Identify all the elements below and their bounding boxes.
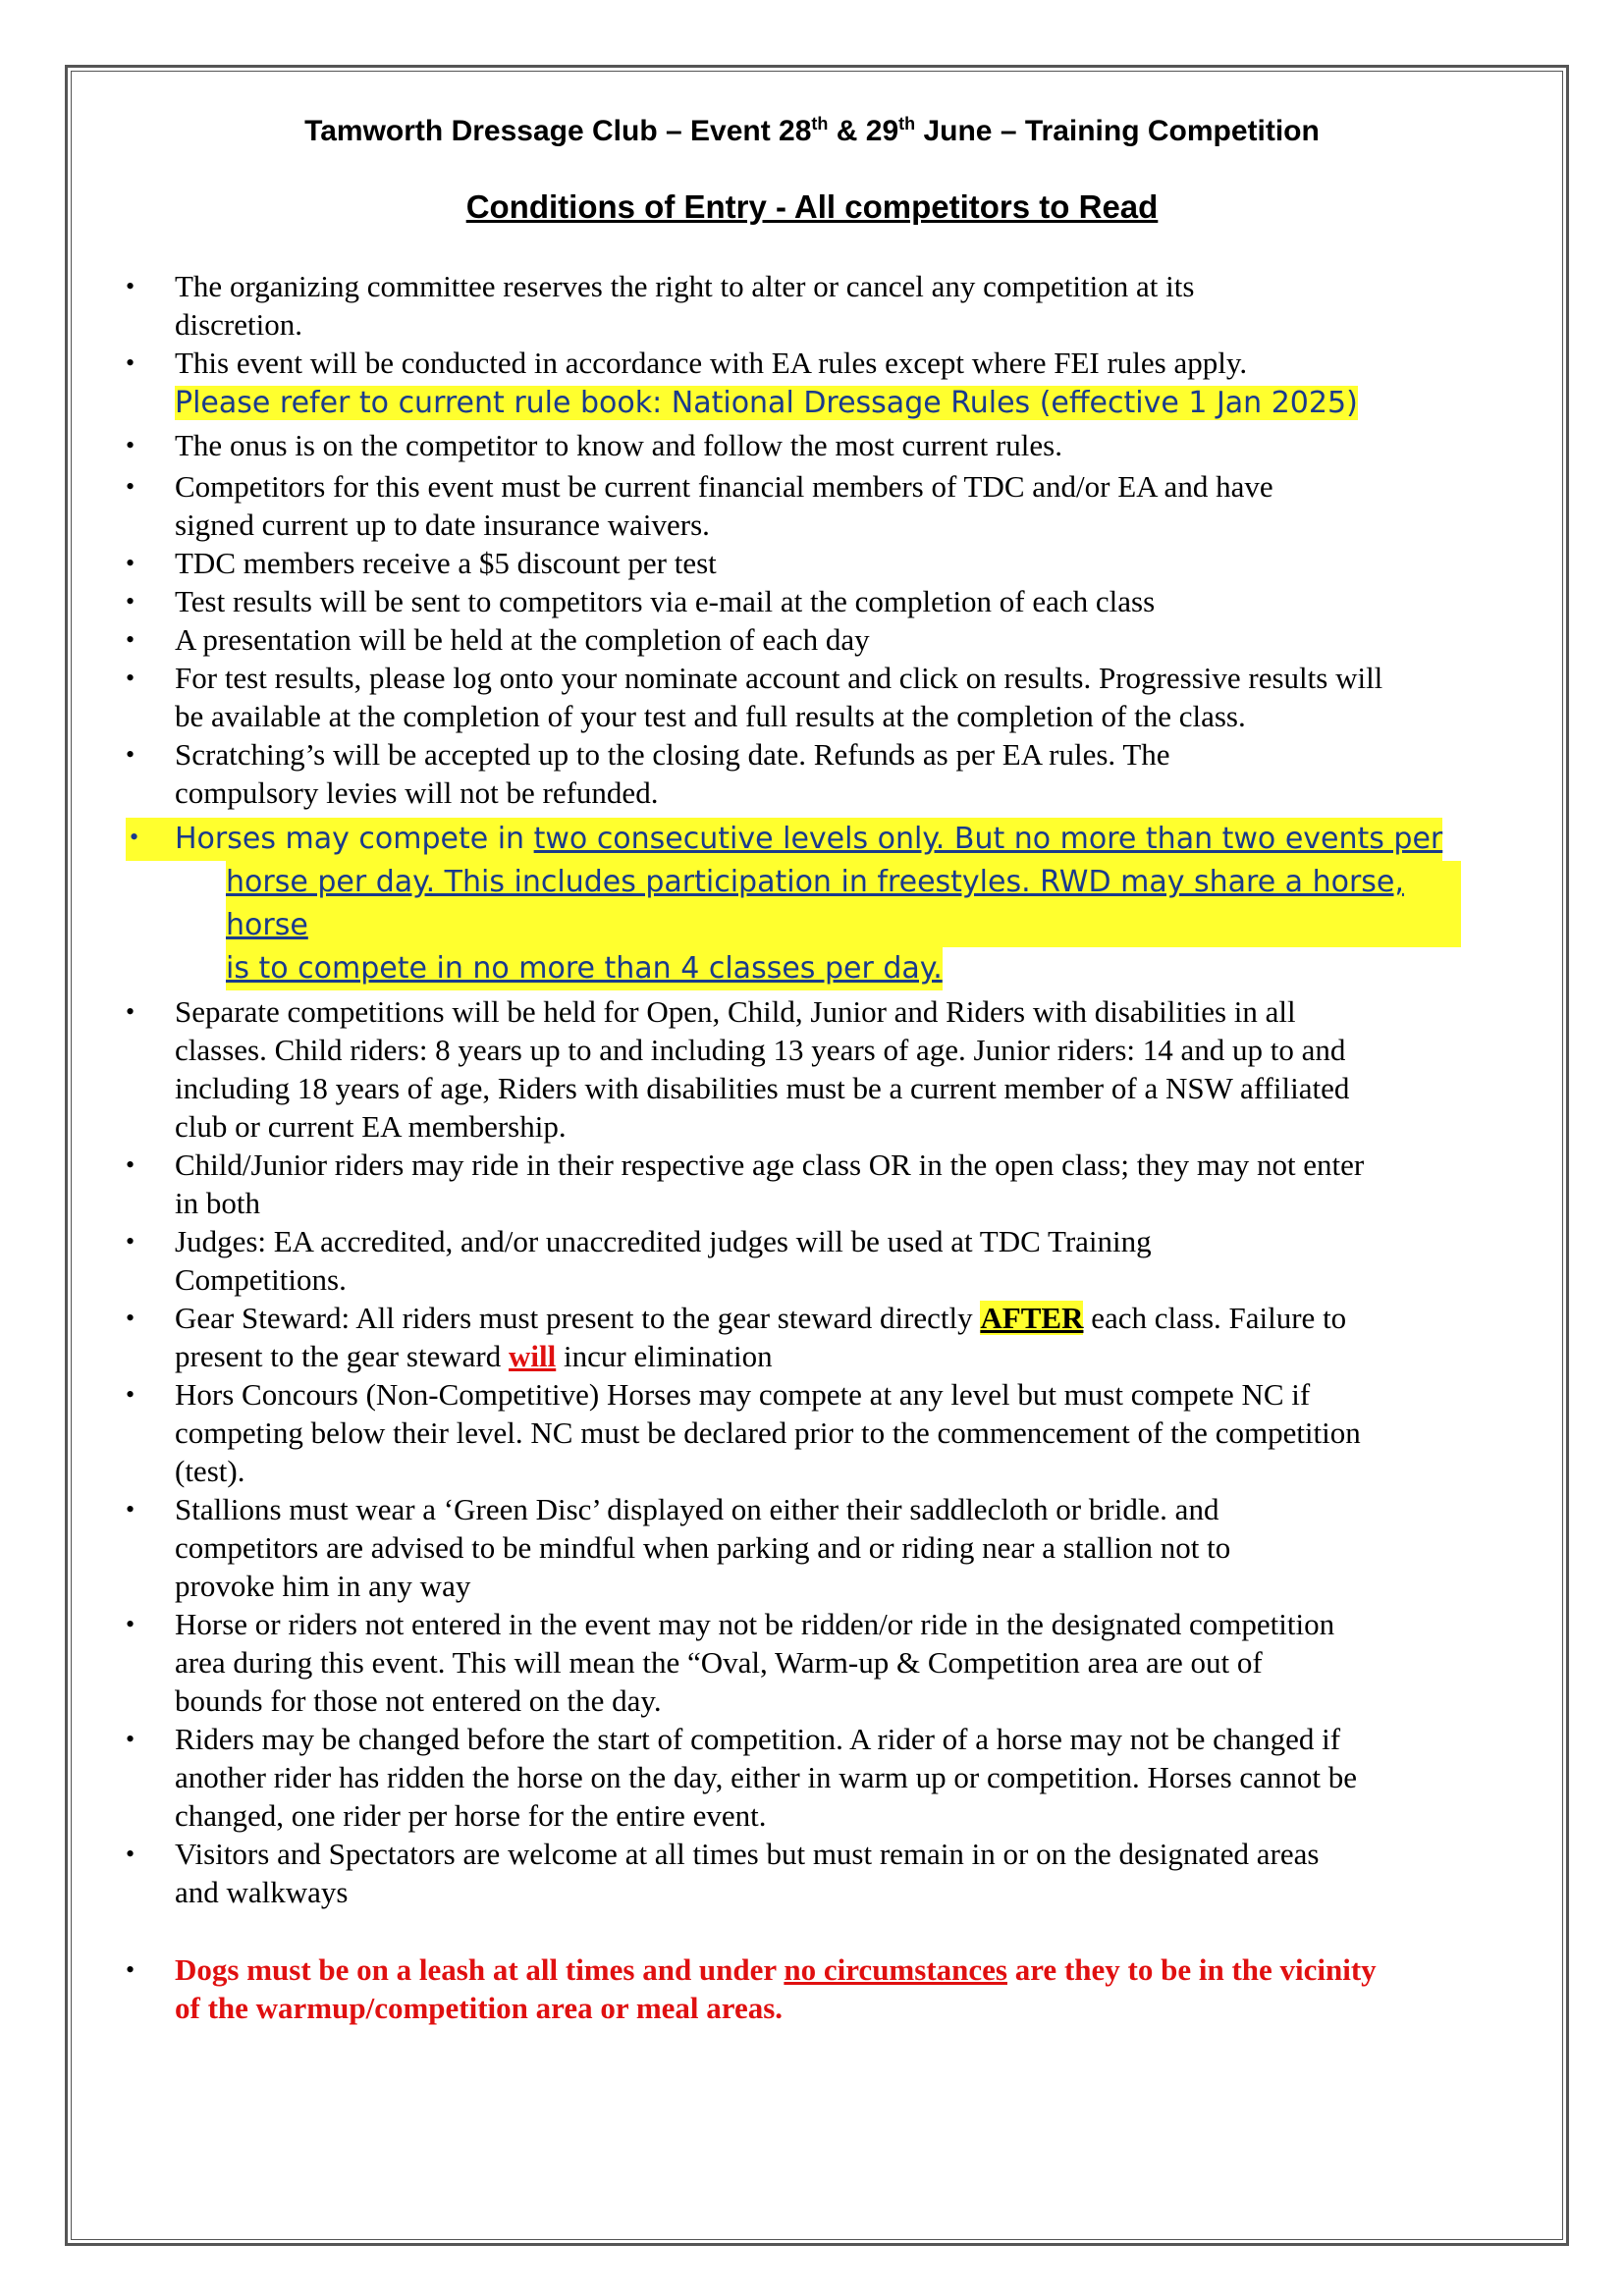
- bullet-icon: •: [126, 1610, 135, 1638]
- bullet-icon: •: [126, 997, 135, 1026]
- list-item: • Visitors and Spectators are welcome at all times but must remain in or on the designated areas and walkways: [126, 1837, 1320, 1909]
- bullet-icon: •: [126, 1955, 135, 1984]
- list-item: • For test results, please log onto your nominate account and click on results. Progressive results will be available at the completion of your test and full results at the completion of the class.: [126, 661, 1383, 733]
- bullet-icon: •: [126, 740, 135, 769]
- list-item: • Test results will be sent to competitors via e-mail at the completion of each class: [126, 584, 1156, 618]
- after-emphasis: AFTER: [980, 1301, 1084, 1335]
- bullet-icon: •: [126, 1840, 135, 1868]
- will-emphasis: will: [509, 1339, 557, 1373]
- list-item: • Stallions must wear a ‘Green Disc’ displayed on either their saddlecloth or bridle. and competitors are advised to be mindful when parking and or riding near a stallion not to provoke him in any way: [126, 1492, 1231, 1603]
- list-item: • This event will be conducted in accordance with EA rules except where FEI rules apply. Please refer to current rule book: National Dressage Rules (effective 1 Jan 2025): [126, 346, 1358, 420]
- list-item: • Scratching’s will be accepted up to the closing date. Refunds as per EA rules. The compulsory levies will not be refunded.: [126, 737, 1170, 810]
- bullet-icon: •: [126, 1495, 135, 1523]
- list-item: • Competitors for this event must be current financial members of TDC and/or EA and have signed current up to date insurance waivers.: [126, 469, 1273, 542]
- list-item: • The onus is on the competitor to know and follow the most current rules.: [126, 428, 1062, 462]
- bullet-icon: •: [126, 1304, 135, 1332]
- bullet-icon: •: [126, 1227, 135, 1255]
- bullet-icon: •: [130, 823, 139, 851]
- list-item: • Gear Steward: All riders must present to the gear steward directly AFTER each class. Failure to present to the gear steward will incur elimination: [126, 1301, 1347, 1373]
- list-item: • Judges: EA accredited, and/or unaccredited judges will be used at TDC Training Competitions.: [126, 1224, 1152, 1297]
- bullet-icon: •: [126, 472, 135, 501]
- list-item: • A presentation will be held at the completion of each day: [126, 622, 870, 657]
- bullet-icon: •: [126, 348, 135, 377]
- bullet-icon: •: [126, 664, 135, 692]
- bullet-icon: •: [126, 1380, 135, 1409]
- page-title: Tamworth Dressage Club – Event 28th & 29th June – Training Competition: [304, 114, 1320, 147]
- list-item: • Hors Concours (Non-Competitive) Horses may compete at any level but must compete NC if competing below their level. NC must be declared prior to the commencement of the competition (test).: [126, 1377, 1361, 1488]
- list-item: • Horse or riders not entered in the event may not be ridden/or ride in the designated competition area during this event. This will mean the “Oval, Warm-up & Competition area are out of bounds for those not entered on the day.: [126, 1607, 1335, 1718]
- bullet-icon: •: [126, 625, 135, 654]
- bullet-icon: •: [126, 1725, 135, 1753]
- list-item: • Riders may be changed before the start of competition. A rider of a horse may not be changed if another rider has ridden the horse on the day, either in warm up or competition. Horses cannot be changed, one rider per horse for the entire event.: [126, 1722, 1358, 1833]
- bullet-icon: •: [126, 272, 135, 300]
- list-item: • The organizing committee reserves the right to alter or cancel any competition at its discretion.: [126, 269, 1195, 342]
- list-item: • Separate competitions will be held for Open, Child, Junior and Riders with disabilities in all classes. Child riders: 8 years up to and including 13 years of age. Junior riders: 14 and up to and including 18 years of age, Riders with disabilities must be a current member of a NSW affiliated club or current EA membership.: [126, 994, 1350, 1144]
- rulebook-note: Please refer to current rule book: National Dressage Rules (effective 1 Jan 2025): [175, 386, 1358, 420]
- list-item: • TDC members receive a $5 discount per test: [126, 546, 717, 580]
- bullet-icon: •: [126, 549, 135, 577]
- bullet-icon: •: [126, 587, 135, 615]
- dog-rule-item: • Dogs must be on a leash at all times and under no circumstances are they to be in the vicinity of the warmup/competition area or meal areas.: [126, 1952, 1377, 2025]
- highlighted-item: • Horses may compete in two consecutive levels only. But no more than two events per horse per day. This includes participation in freestyles. RWD may share a horse, horse is to compete in no more than 4 classes per day.: [126, 818, 1461, 990]
- conditions-heading: Conditions of Entry - All competitors to Read: [465, 188, 1159, 225]
- bullet-icon: •: [126, 1150, 135, 1179]
- list-item: • Child/Junior riders may ride in their respective age class OR in the open class; they may not enter in both: [126, 1148, 1365, 1220]
- conditions-list: [0, 267, 1624, 2027]
- bullet-icon: •: [126, 431, 135, 459]
